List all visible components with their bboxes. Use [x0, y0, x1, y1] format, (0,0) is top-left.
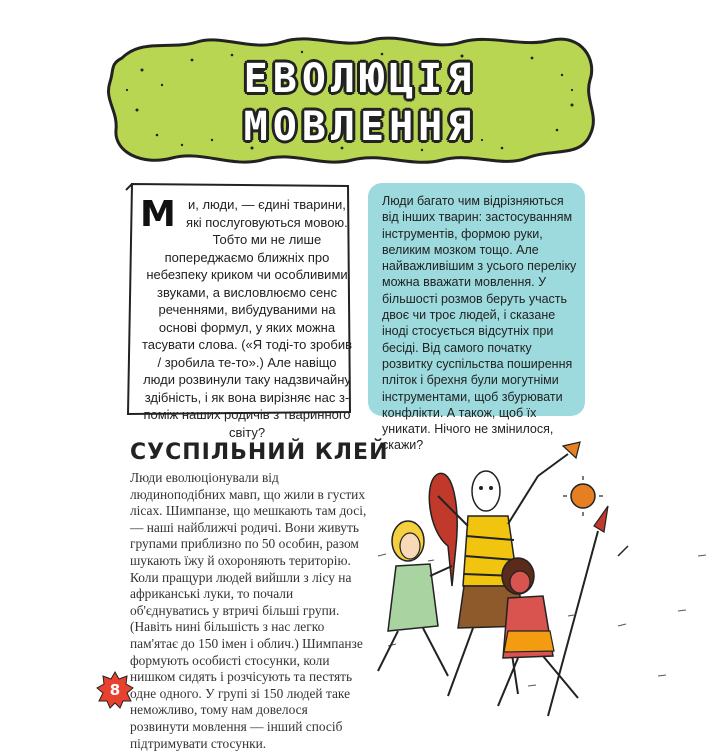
title-line-2: МОВЛЕННЯ: [243, 104, 477, 150]
intro-paragraph: [140, 196, 354, 441]
page-number: 8: [109, 681, 121, 699]
section-text: Люди еволюціонували від людиноподібних мавп, що жили в густих лісах. Шимпанзе, що мешкають там досі, — наші найближчі родичі. Вони живуть групами приблизно по 50 особин, разом шукають їжу й охороняють територію. Коли пращури людей вийшли з лісу на африканські луки, то почали об'єднуватись у втричі більші групи. (Навіть нині більшість з нас легко пам'ятає до 150 імен і облич.) Шимпанзе формують особисті стосунки, коли нишком сидять і розчісують та пестять одне одного. У групі зі 150 людей таке неможливо, тому нам довелося розвинути мовлення — інший спосіб підтримувати стосунки.: [130, 470, 367, 751]
section-heading: СУСПІЛЬНИЙ КЛЕЙ: [130, 440, 389, 465]
title-line-1: ЕВОЛЮЦІЯ: [243, 56, 477, 102]
drop-cap: М: [140, 194, 176, 235]
running-people-illustration: [368, 436, 720, 720]
intro-text: и, люди, — єдині тварини, які послуговуються мовою. Тобто ми не лише попереджаємо ближніх про небезпеку криком чи особливими звуками, а висловлюємо сенс реченнями, вибудуваними на основі формул, у яких можна тасувати слова. («Я тоді-то зробив / зробила те-то».) Але навіщо люди розвинули таку надзвичайну здібність, і як вона вирізняє нас з-поміж наших родичів з тваринного світу?: [141, 197, 353, 440]
intro-box: [124, 182, 354, 440]
note-box: [368, 183, 585, 453]
note-text: Люди багато чим відрізняються від інших тварин: застосуванням інструментів, формою руки, великим мозком тощо. Але найважливішим з усього переліку можна вважати мовлення. У більшості розмов беруть участь двоє чи троє людей, і сказане іноді стосується відсутніх при бесіді. Від самого початку розвитку суспільства поширення пліток і брехня були могутніми інструментами, щоб збурювати конфлікти. А також, щоб їх уникати. Нічого не змінилося, скажи?: [382, 194, 577, 453]
